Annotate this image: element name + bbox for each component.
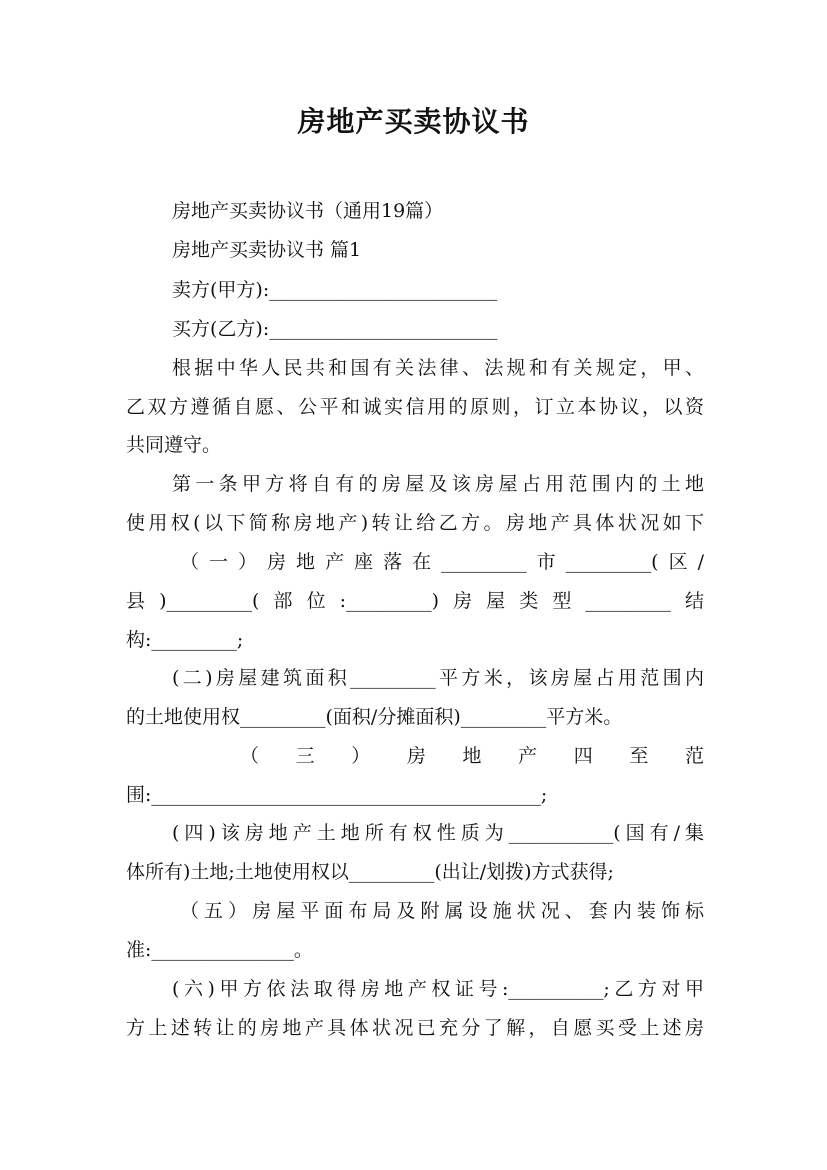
clause-line: (六)甲方依法取得房地产权证号:__________;乙方对甲 (172, 978, 704, 1000)
buyer-field: 买方(乙方):________________________ (172, 318, 498, 340)
clause-line: 县)_________(部位:_________)房屋类型_________结 (126, 590, 704, 612)
clause-line: 的土地使用权_________(面积/分摊面积)_________平方米。 (126, 706, 623, 728)
clause-line: 构:_________; (126, 629, 244, 651)
clause-line: （一）房地产座落在_________市_________(区/ (180, 551, 704, 573)
paragraph-line: 乙双方遵循自愿、公平和诚实信用的原则，订立本协议，以资 (126, 396, 704, 418)
clause-line: （三）房地产四至范 (240, 745, 704, 767)
clause-line: 方上述转让的房地产具体状况已充分了解，自愿买受上述房 (126, 1017, 704, 1039)
clause-line: (二)房屋建筑面积_________平方米，该房屋占用范围内 (172, 667, 704, 689)
clause-line: （五）房屋平面布局及附属设施状况、套内装饰标 (180, 900, 704, 922)
paragraph-line: 共同遵守。 (126, 434, 222, 456)
seller-field: 卖方(甲方):________________________ (172, 279, 498, 301)
clause-line: (四)该房地产土地所有权性质为___________(国有/集 (172, 822, 704, 844)
subtitle-line: 房地产买卖协议书（通用19篇） (172, 200, 444, 222)
clause-line: 体所有)土地;土地使用权以_________(出让/划拨)方式获得; (126, 861, 614, 883)
section-heading: 房地产买卖协议书 篇1 (172, 239, 362, 261)
clause-line: 准:_______________。 (126, 939, 313, 961)
article-line: 使用权(以下简称房地产)转让给乙方。房地产具体状况如下 (126, 512, 704, 534)
document-title: 房地产买卖协议书 (297, 105, 530, 138)
paragraph-line: 根据中华人民共和国有关法律、法规和有关规定，甲、 (172, 357, 704, 379)
clause-line: 围:_________________________________________; (126, 784, 548, 806)
article-line: 第一条甲方将自有的房屋及该房屋占用范围内的土地 (172, 473, 704, 495)
